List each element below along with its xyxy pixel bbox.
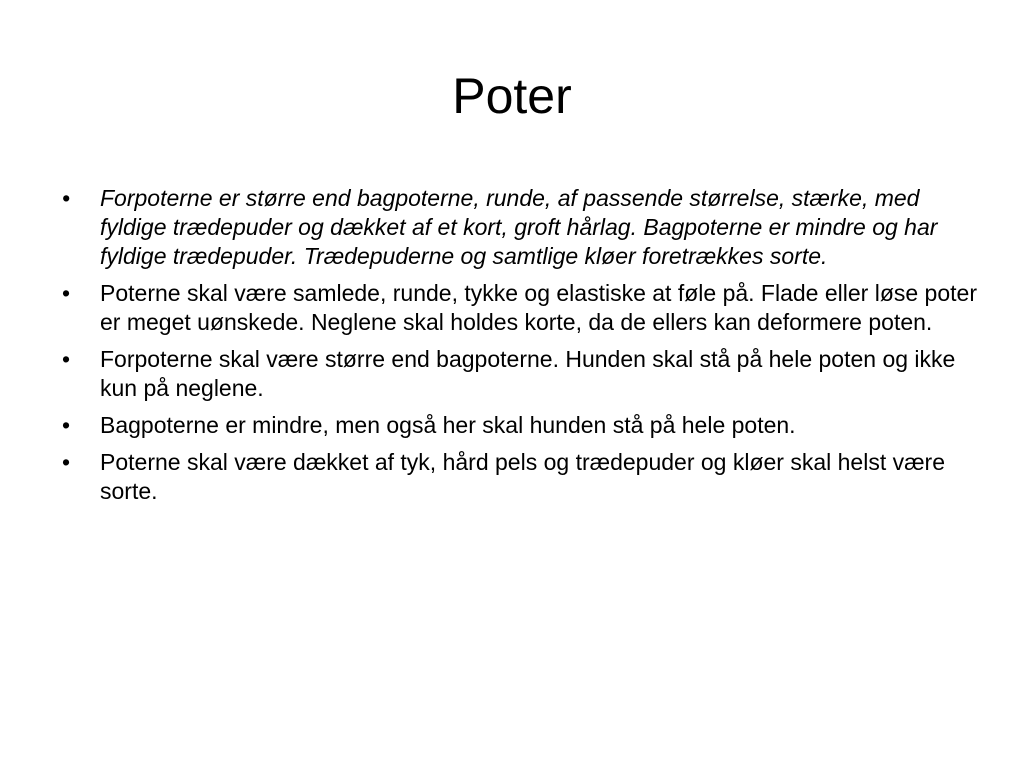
- bullet-list: [100, 184, 980, 514]
- bullet-item-forpoterne-stoerre: • Forpoterne skal være større end bagpoterne. Hunden skal stå på hele poten og ikke kun på neglene.: [100, 345, 980, 403]
- bullet-item-bagpoterne-mindre: • Bagpoterne er mindre, men også her skal hunden stå på hele poten.: [100, 411, 980, 440]
- bullet-item-forpoter-italic: • Forpoterne er større end bagpoterne, runde, af passende størrelse, stærke, med fyldige trædepuder og dækket af et kort, groft hårlag. Bagpoterne er mindre og har fyldige trædepuder. Trædepuderne og samtlige kløer foretrækkes sorte.: [100, 184, 980, 271]
- bullet-item-poterne-samlede: • Poterne skal være samlede, runde, tykke og elastiske at føle på. Flade eller løse poter er meget uønskede. Neglene skal holdes korte, da de ellers kan deformere poten.: [100, 279, 980, 337]
- slide-title: Poter: [452, 68, 572, 124]
- bullet-item-pels-og-kloer: • Poterne skal være dækket af tyk, hård pels og trædepuder og kløer skal helst være sorte.: [100, 448, 980, 506]
